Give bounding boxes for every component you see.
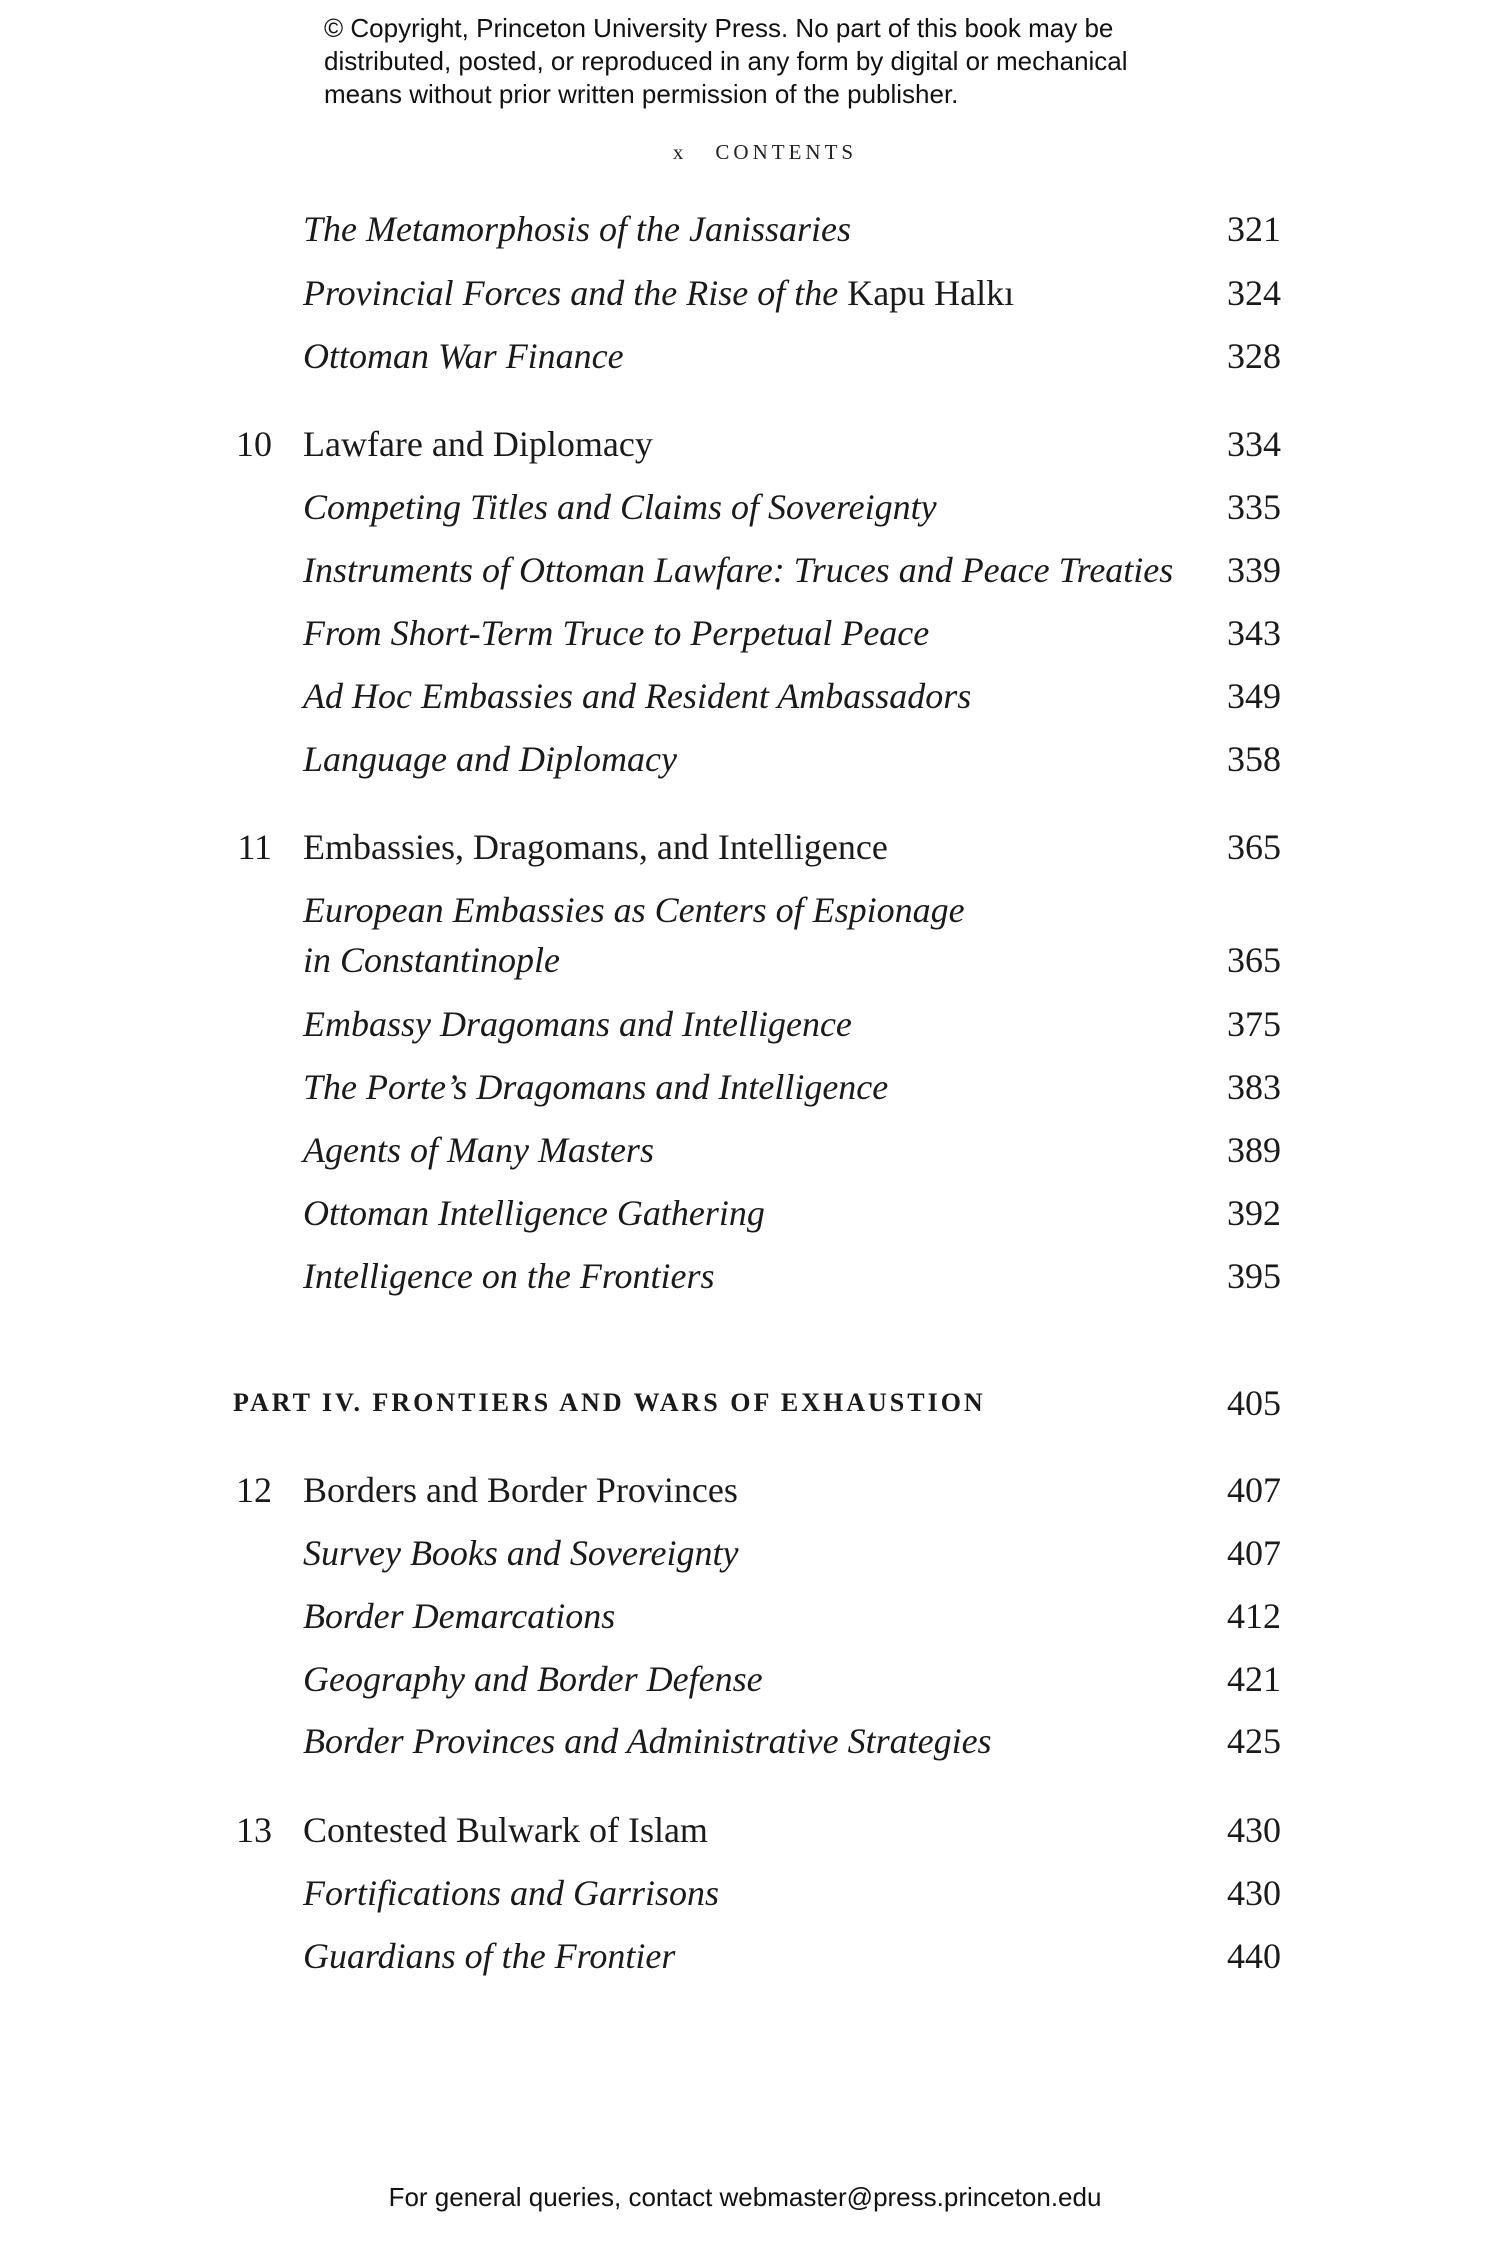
section-entry: [0, 1654, 1500, 1704]
copyright-line: © Copyright, Princeton University Press. No part of this book may be: [324, 13, 1114, 43]
page-number: 321: [1227, 209, 1281, 249]
entry-title-text: Competing Titles and Claims of Sovereignty: [303, 487, 937, 527]
section-entry: [0, 1125, 1500, 1175]
entry-title: [303, 1716, 992, 1766]
page-number: 395: [1227, 1256, 1281, 1296]
entry-title: [303, 1591, 615, 1641]
entry-title: [303, 734, 677, 784]
entry-title-text: From Short-Term Truce to Perpetual Peace: [303, 613, 930, 653]
entry-title-text: in Constantinople: [303, 940, 561, 980]
entry-title: [303, 1931, 675, 1981]
section-entry: [0, 1188, 1500, 1238]
entry-title-text: Instruments of Ottoman Lawfare: Truces and Peace Treaties: [303, 550, 1174, 590]
entry-title: [303, 608, 929, 658]
section-entry: [0, 1591, 1500, 1641]
entry-title-text: Fortifications and Garrisons: [303, 1873, 720, 1913]
page-number: 365: [1227, 827, 1281, 867]
entry-title-text: Intelligence on the Frontiers: [303, 1256, 715, 1296]
chapter-number: 12: [236, 1470, 272, 1510]
entry-title: [303, 1465, 738, 1515]
entry-title: [303, 671, 971, 721]
chapter-number: 13: [236, 1810, 272, 1850]
section-entry: [0, 1062, 1500, 1112]
entry-title-text: European Embassies as Centers of Espionage: [303, 890, 965, 930]
section-entry: [0, 1251, 1500, 1301]
entry-title-text: Guardians of the Frontier: [303, 1936, 676, 1976]
part-heading: [0, 1378, 1500, 1428]
page-number: 375: [1227, 1004, 1281, 1044]
entry-title: [303, 1805, 708, 1855]
entry-title-text: Geography and Border Defense: [303, 1659, 763, 1699]
entry-title: [303, 419, 653, 469]
chapter-number: 11: [237, 827, 272, 867]
entry-title-text: The Porte’s Dragomans and Intelligence: [303, 1067, 889, 1107]
copyright-line: means without prior written permission of the publisher.: [324, 79, 959, 109]
entry-title-text: Ottoman War Finance: [303, 336, 624, 376]
running-head: [0, 140, 1500, 165]
section-entry: [0, 1931, 1500, 1981]
section-entry: [0, 1868, 1500, 1918]
entry-title-text: PART IV. FRONTIERS AND WARS OF EXHAUSTION: [233, 1388, 986, 1417]
page-number: 430: [1227, 1873, 1281, 1913]
page-number: 425: [1227, 1721, 1281, 1761]
page-number: 343: [1227, 613, 1281, 653]
entry-title-text: Lawfare and Diplomacy: [303, 424, 653, 464]
copyright-line: distributed, posted, or reproduced in any form by digital or mechanical: [324, 46, 1128, 76]
entry-title-text: Language and Diplomacy: [303, 739, 677, 779]
folio: x: [672, 140, 688, 164]
copyright-notice: [324, 12, 1224, 111]
entry-title: [303, 331, 624, 381]
section-entry: [0, 671, 1500, 721]
page-number: 407: [1227, 1533, 1281, 1573]
chapter-entry: [0, 419, 1500, 469]
section-entry: [0, 935, 1500, 985]
section-entry: [0, 545, 1500, 595]
entry-title: [303, 935, 560, 985]
running-head-title: CONTENTS: [715, 140, 858, 164]
entry-title: [303, 1125, 654, 1175]
entry-title: [303, 545, 1173, 595]
entry-title: [303, 1654, 763, 1704]
entry-title-text: Ottoman Intelligence Gathering: [303, 1193, 765, 1233]
entry-title: [303, 822, 888, 872]
entry-title: [303, 1062, 888, 1112]
entry-title: [303, 1251, 715, 1301]
page-number: 365: [1227, 940, 1281, 980]
page-number: 324: [1227, 273, 1281, 313]
page-number: 339: [1227, 550, 1281, 590]
entry-title-roman: Kapu Halkı: [847, 273, 1015, 313]
page-number: 405: [1227, 1383, 1281, 1423]
chapter-number: 10: [236, 424, 272, 464]
entry-title: [303, 1868, 719, 1918]
page-number: 383: [1227, 1067, 1281, 1107]
page-number: 349: [1227, 676, 1281, 716]
entry-title-text: Embassies, Dragomans, and Intelligence: [303, 827, 888, 867]
page-number: 421: [1227, 1659, 1281, 1699]
section-entry: [0, 885, 1500, 935]
entry-title: [303, 482, 937, 532]
entry-title: [233, 1378, 986, 1428]
section-entry: [0, 608, 1500, 658]
section-entry: [0, 1528, 1500, 1578]
entry-title: [303, 1528, 739, 1578]
page-number: 328: [1227, 336, 1281, 376]
page-number: 334: [1227, 424, 1281, 464]
footer-contact: For general queries, contact webmaster@press.princeton.edu: [388, 2182, 1102, 2212]
entry-title-text: Border Provinces and Administrative Strategies: [303, 1721, 992, 1761]
section-entry: [0, 482, 1500, 532]
chapter-entry: [0, 822, 1500, 872]
page-number: 358: [1227, 739, 1281, 779]
entry-title: [303, 1188, 765, 1238]
entry-title-text: Embassy Dragomans and Intelligence: [303, 1004, 852, 1044]
page-number: 407: [1227, 1470, 1281, 1510]
entry-title-text: Agents of Many Masters: [303, 1130, 654, 1170]
chapter-entry: [0, 1805, 1500, 1855]
entry-title: [303, 204, 851, 254]
section-entry: [0, 999, 1500, 1049]
entry-title-text: The Metamorphosis of the Janissaries: [303, 209, 851, 249]
section-entry: [0, 734, 1500, 784]
page-number: 430: [1227, 1810, 1281, 1850]
page-number: 389: [1227, 1130, 1281, 1170]
page-number: 335: [1227, 487, 1281, 527]
section-entry: [0, 204, 1500, 254]
entry-title-text: Ad Hoc Embassies and Resident Ambassadors: [303, 676, 972, 716]
entry-title-text: Border Demarcations: [303, 1596, 616, 1636]
page-number: 440: [1227, 1936, 1281, 1976]
entry-title-text: Contested Bulwark of Islam: [303, 1810, 708, 1850]
page-number: 412: [1227, 1596, 1281, 1636]
entry-title-text: Survey Books and Sovereignty: [303, 1533, 739, 1573]
entry-title-text: Borders and Border Provinces: [303, 1470, 738, 1510]
section-entry: [0, 1716, 1500, 1766]
entry-title-text: Provincial Forces and the Rise of the: [303, 273, 848, 313]
entry-title: [303, 268, 1014, 318]
entry-title: [303, 885, 965, 935]
entry-title: [303, 999, 852, 1049]
section-entry: [0, 331, 1500, 381]
section-entry: [0, 268, 1500, 318]
page-number: 392: [1227, 1193, 1281, 1233]
chapter-entry: [0, 1465, 1500, 1515]
